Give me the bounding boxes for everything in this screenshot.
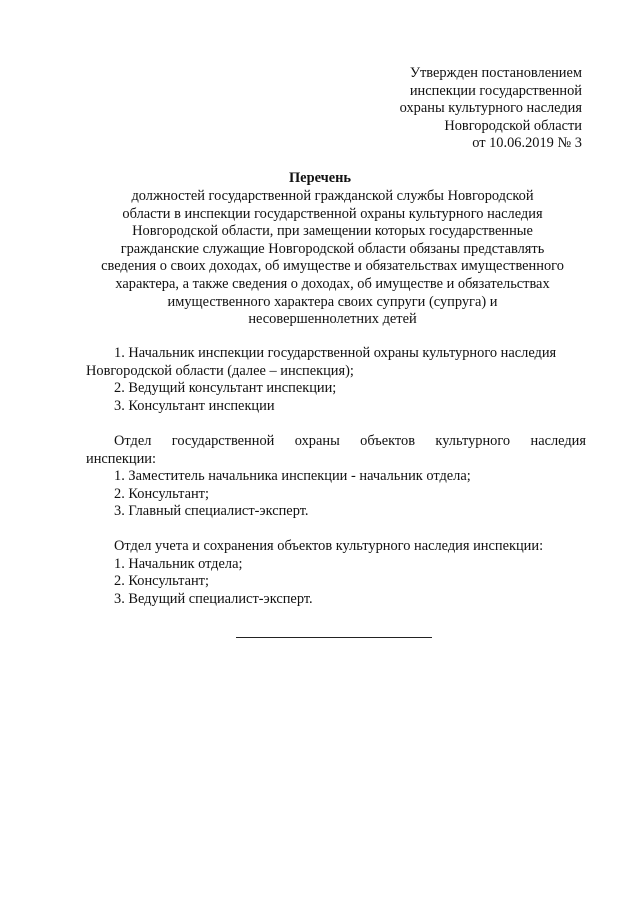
approval-date-line: от 10.06.2019 № 3 — [472, 135, 582, 152]
list-item: 1. Заместитель начальника инспекции - начальник отдела; — [114, 468, 471, 485]
subtitle-line: несовершеннолетних детей — [248, 311, 417, 328]
section-accounting-department — [86, 538, 586, 608]
approval-line: Утвержден постановлением — [409, 65, 582, 81]
document-subtitle — [80, 188, 585, 329]
document-title: Перечень — [288, 170, 352, 186]
closing-divider — [236, 637, 432, 638]
subtitle-line: сведения о своих доходах, об имуществе и обязательствах имущественного — [101, 258, 564, 275]
list-item-continuation: Новгородской области (далее – инспекция); — [86, 362, 354, 379]
list-item: 3. Консультант инспекции — [114, 397, 275, 414]
approval-line: инспекции государственной — [409, 82, 582, 99]
subtitle-line: характера, а также сведения о доходах, об имуществе и обязательствах — [115, 275, 550, 292]
section-heading-continuation: инспекции: — [86, 450, 156, 467]
list-item: 2. Консультант; — [114, 485, 209, 502]
approval-line: охраны культурного наследия — [399, 100, 582, 117]
section-heading: Отдел учета и сохранения объектов культурного наследия инспекции: — [114, 538, 544, 554]
list-item: 1. Начальник инспекции государственной охраны культурного наследия — [114, 345, 557, 361]
list-item: 3. Ведущий специалист-эксперт. — [114, 590, 313, 607]
list-item: 2. Ведущий консультант инспекции; — [114, 380, 337, 397]
approval-line: Новгородской области — [444, 117, 582, 134]
approval-stamp — [302, 65, 582, 153]
subtitle-line: области в инспекции государственной охраны культурного наследия — [122, 205, 543, 222]
subtitle-line: имущественного характера своих супруги (супруга) и — [167, 293, 498, 310]
list-item: 1. Начальник отдела; — [114, 555, 243, 572]
subtitle-line: Новгородской области, при замещении которых государственные — [132, 223, 533, 240]
list-item: 3. Главный специалист-эксперт. — [114, 503, 309, 520]
section-inspection-management — [86, 345, 586, 415]
subtitle-line: должностей государственной гражданской службы Новгородской — [131, 188, 534, 204]
subtitle-line: гражданские служащие Новгородской области обязаны представлять — [120, 240, 545, 257]
list-item: 2. Консультант; — [114, 573, 209, 590]
section-protection-department — [86, 433, 586, 521]
section-heading: Отдел государственной охраны объектов культурного наследия — [114, 433, 586, 449]
